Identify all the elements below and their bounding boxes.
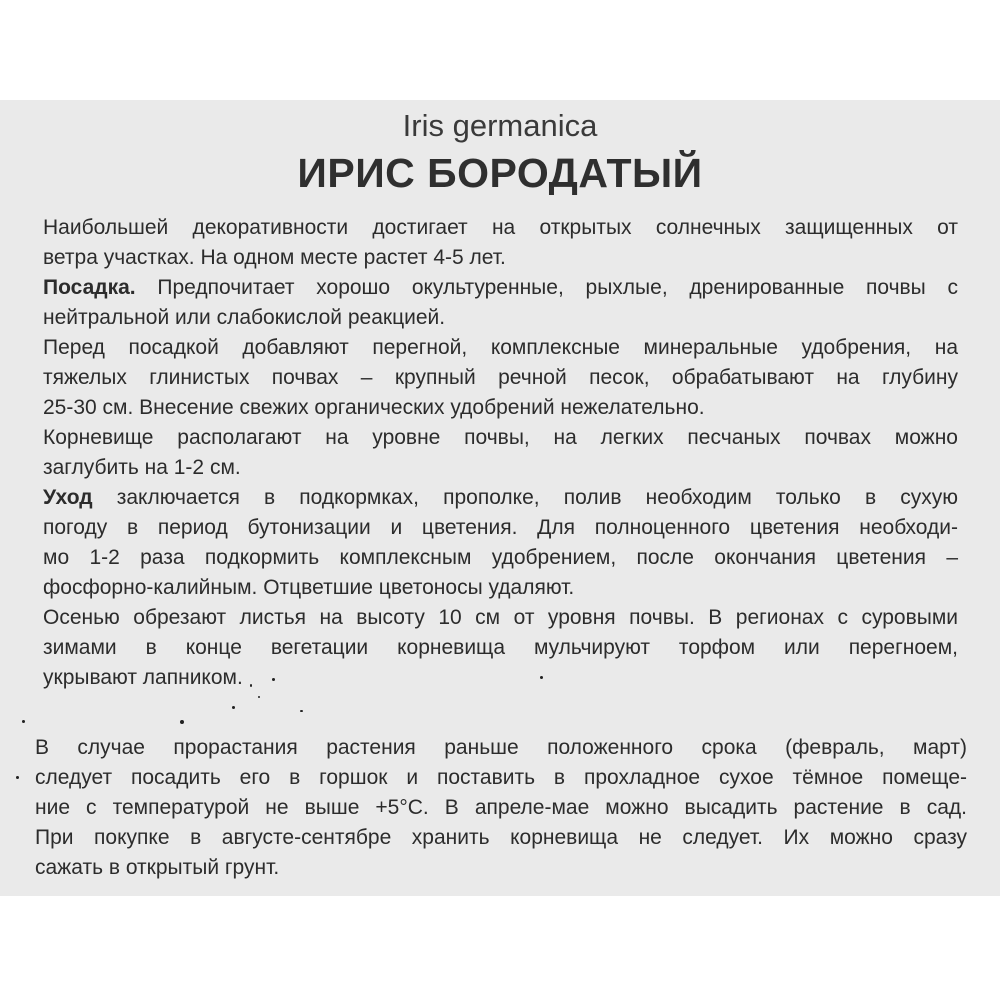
text-line: В случае прорастания растения раньше положенного срока (февраль, март) xyxy=(35,736,967,759)
care-heading: Уход xyxy=(43,486,93,509)
text-line: Осенью обрезают листья на высоту 10 см от уровня почвы. В регионах с суровыми xyxy=(43,606,958,629)
text-line: Перед посадкой добавляют перегной, комплексные минеральные удобрения, на xyxy=(43,336,958,359)
text-line-planting xyxy=(43,274,958,302)
text-line: нейтральной или слабокислой реакцией. xyxy=(43,306,446,329)
text-line: Корневище располагают на уровне почвы, на легких песчаных почвах можно xyxy=(43,426,958,449)
text-line: Наибольшей декоративности достигает на открытых солнечных защищенных от xyxy=(43,216,958,239)
text-line: следует посадить его в горшок и поставить в прохладное сухое тёмное помеще- xyxy=(35,766,967,789)
text-line: сажать в открытый грунт. xyxy=(35,856,280,879)
plant-name-title: ИРИС БОРОДАТЫЙ xyxy=(297,150,703,196)
care-text: заключается в подкормках, прополке, полив необходим только в сухую xyxy=(92,486,958,509)
text-line: фосфорно-калийным. Отцветшие цветоносы удаляют. xyxy=(43,576,575,599)
dust-speck xyxy=(258,696,260,698)
planting-text: Предпочитает хорошо окультуренные, рыхлые, дренированные почвы с xyxy=(135,276,958,299)
text-line: тяжелых глинистых почвах – крупный речной песок, обрабатывают на глубину xyxy=(43,366,958,389)
dust-speck xyxy=(232,706,235,709)
text-line: заглубить на 1-2 см. xyxy=(43,456,241,479)
latin-name-title: Iris germanica xyxy=(402,108,598,143)
text-line: мо 1-2 раза подкормить комплексным удобрением, после окончания цветения – xyxy=(43,546,958,569)
dust-speck xyxy=(16,776,19,779)
dust-speck xyxy=(250,684,252,687)
text-line-care xyxy=(43,484,958,512)
dust-speck xyxy=(22,720,25,723)
dust-speck xyxy=(540,676,543,679)
dust-speck xyxy=(300,710,303,712)
text-line: погоду в период бутонизации и цветения. Для полноценного цветения необходи- xyxy=(43,516,958,539)
text-line: При покупке в августе-сентябре хранить корневища не следует. Их можно сразу xyxy=(35,826,967,849)
text-line: укрывают лапником. xyxy=(43,666,243,689)
planting-heading: Посадка. xyxy=(43,276,136,299)
label-sheet xyxy=(0,100,1000,896)
dust-speck xyxy=(272,678,275,681)
text-line: ние с температурой не выше +5°С. В апреле-мае можно высадить растение в сад. xyxy=(35,796,967,819)
text-line: ветра участках. На одном месте растет 4-5 лет. xyxy=(43,246,506,269)
text-line: 25-30 см. Внесение свежих органических удобрений нежелательно. xyxy=(43,396,705,419)
text-line: зимами в конце вегетации корневища мульчируют торфом или перегноем, xyxy=(43,636,958,659)
dust-speck xyxy=(180,720,184,724)
